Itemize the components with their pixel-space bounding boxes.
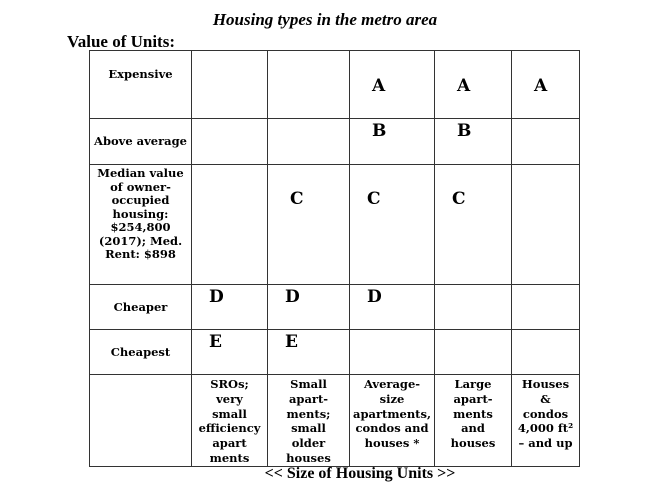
grid-cell	[268, 165, 350, 285]
column-label: Houses & condos 4,000 ft² – and up	[512, 375, 580, 467]
grid-cell	[268, 330, 350, 375]
housing-grid	[89, 50, 580, 467]
grid-cell	[435, 330, 512, 375]
cell-mark: A	[534, 76, 548, 96]
grid-row-median	[90, 165, 580, 285]
grid-cell	[512, 285, 580, 330]
row-label: Expensive	[90, 51, 192, 119]
column-label: Average-size apartments, condos and houses *	[350, 375, 435, 467]
value-axis-title: Value of Units:	[67, 32, 175, 51]
grid-cell	[268, 119, 350, 165]
grid-cell	[268, 285, 350, 330]
grid-cell	[435, 119, 512, 165]
grid-cell	[192, 165, 268, 285]
grid-row-cheapest	[90, 330, 580, 375]
grid-cell	[512, 330, 580, 375]
size-axis-title: << Size of Housing Units >>	[264, 465, 456, 482]
cell-mark: A	[457, 76, 471, 96]
grid-row-size-labels	[90, 375, 580, 467]
cell-mark: B	[457, 121, 472, 141]
grid-cell	[512, 165, 580, 285]
grid-cell	[435, 285, 512, 330]
grid-cell	[512, 51, 580, 119]
grid-cell	[192, 285, 268, 330]
grid-row-cheaper	[90, 285, 580, 330]
column-label: SROs; very small efficiency apart ments	[192, 375, 268, 467]
grid-cell	[192, 330, 268, 375]
column-label: Large apart-ments and houses	[435, 375, 512, 467]
row-label: Cheapest	[90, 330, 192, 375]
row-label: Cheaper	[90, 285, 192, 330]
grid-cell	[350, 285, 435, 330]
cell-mark: D	[209, 287, 224, 307]
cell-mark: C	[452, 189, 466, 209]
corner-cell	[90, 375, 192, 467]
grid-cell	[435, 51, 512, 119]
grid-cell	[350, 165, 435, 285]
column-label: Small apart-ments; small older houses	[268, 375, 350, 467]
cell-mark: E	[209, 332, 222, 352]
cell-mark: C	[290, 189, 304, 209]
grid-cell	[192, 51, 268, 119]
cell-mark: E	[285, 332, 298, 352]
grid-cell	[350, 119, 435, 165]
grid-cell	[268, 51, 350, 119]
cell-mark: D	[285, 287, 300, 307]
grid-row-above-average	[90, 119, 580, 165]
cell-mark: D	[367, 287, 382, 307]
row-label: Median value of owner-occupied housing: $254,800 (2017); Med. Rent: $898	[90, 165, 192, 285]
grid-cell	[512, 119, 580, 165]
grid-cell	[192, 119, 268, 165]
grid-cell	[350, 51, 435, 119]
cell-mark: B	[372, 121, 387, 141]
page-title: Housing types in the metro area	[212, 10, 438, 29]
row-label: Above average	[90, 119, 192, 165]
grid-cell	[435, 165, 512, 285]
cell-mark: A	[372, 76, 386, 96]
cell-mark: C	[367, 189, 381, 209]
grid-cell	[350, 330, 435, 375]
grid-row-expensive	[90, 51, 580, 119]
